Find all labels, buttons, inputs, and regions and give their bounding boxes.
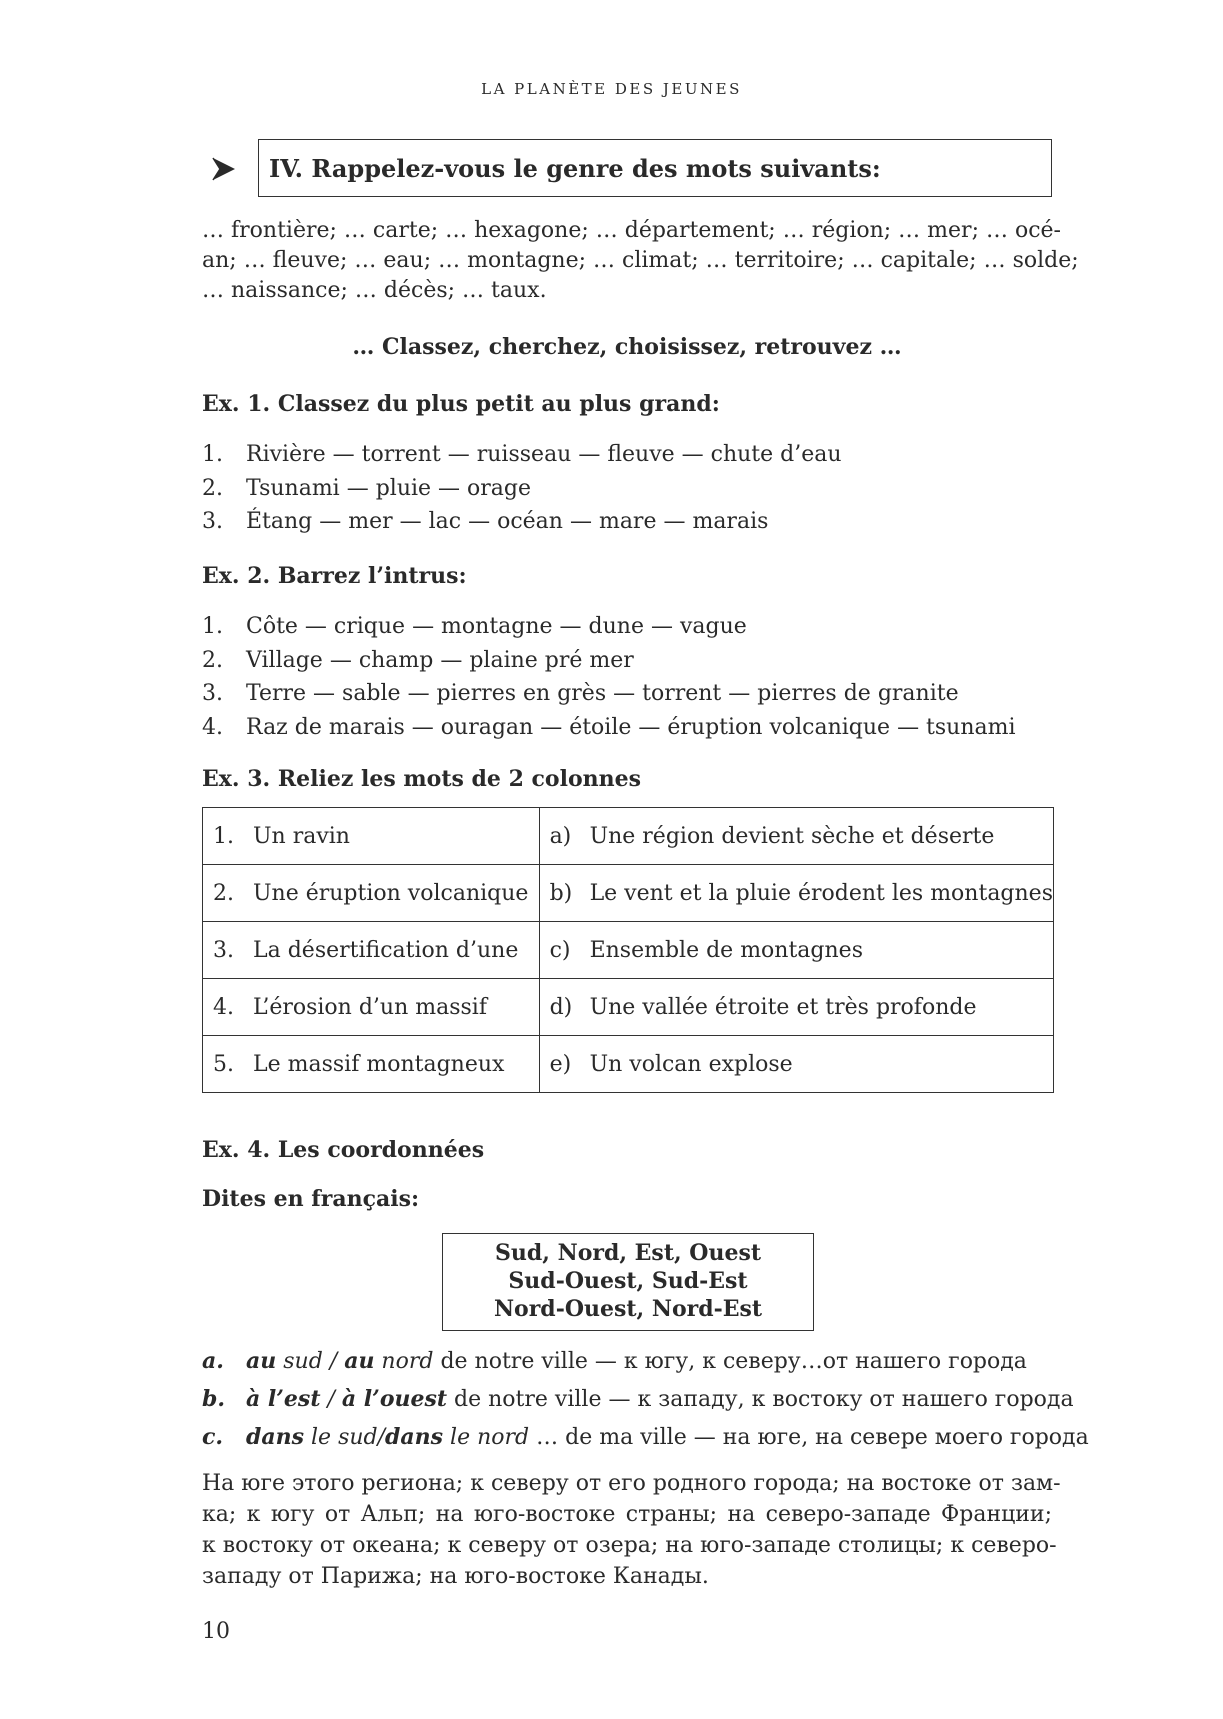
left-cell xyxy=(203,865,540,922)
phrase-bold-part: à l’est xyxy=(246,1386,321,1412)
gender-words-paragraph xyxy=(202,216,1079,306)
page-number: 10 xyxy=(202,1619,230,1644)
left-cell xyxy=(203,979,540,1036)
right-cell xyxy=(539,865,1053,922)
item-text: Terre — sable — pierres en grès — torrent — pierres de granite xyxy=(246,681,959,706)
item-text: Village — champ — plaine pré mer xyxy=(246,647,634,673)
list-item xyxy=(202,505,842,539)
left-text: Le massif montagneux xyxy=(253,1051,505,1077)
left-cell xyxy=(203,1036,540,1093)
phrase-c xyxy=(202,1424,1089,1450)
right-text: Le vent et la pluie érodent les montagnes xyxy=(589,880,1053,906)
left-cell xyxy=(203,922,540,979)
arrowhead-bullet-icon xyxy=(212,156,236,182)
phrase-bold-part: au xyxy=(246,1348,277,1374)
phrase-marker: a. xyxy=(202,1348,224,1374)
phrase-rest: … de ma ville — на юге, на севере моего города xyxy=(529,1425,1089,1450)
left-number: 4. xyxy=(213,994,234,1020)
left-number: 3. xyxy=(213,937,234,963)
exercise-4-title: Ex. 4. Les coordonnées xyxy=(202,1137,485,1163)
paragraph-line: западу от Парижа; на юго-востоке Канады. xyxy=(202,1564,709,1589)
exercise-3-title: Ex. 3. Reliez les mots de 2 colonnes xyxy=(202,766,642,792)
item-text: Côte — crique — montagne — dune — vague xyxy=(246,614,747,639)
directions-line: Sud, Nord, Est, Ouest xyxy=(495,1240,761,1266)
matching-table xyxy=(202,807,1054,1093)
item-text: Rivière — torrent — ruisseau — fleuve — chute d’eau xyxy=(246,442,842,467)
right-letter: b) xyxy=(549,880,573,906)
item-number: 1. xyxy=(202,614,223,639)
item-text: Étang — mer — lac — océan — mare — marais xyxy=(246,509,769,534)
phrase-bold-part: au xyxy=(344,1348,375,1374)
table-row xyxy=(203,922,1054,979)
left-number: 1. xyxy=(213,823,234,849)
phrase-italic-part: / xyxy=(320,1387,342,1412)
list-item xyxy=(202,472,842,506)
task-4-title-box xyxy=(258,139,1052,197)
right-letter: e) xyxy=(549,1051,572,1077)
exercise-4-subtitle: Dites en français: xyxy=(202,1186,420,1212)
item-number: 2. xyxy=(202,475,223,501)
paragraph-line: к востоку от океана; к северу от озера; на юго-западе столицы; к северо- xyxy=(202,1533,1057,1558)
directions-line: Sud-Ouest, Sud-Est xyxy=(508,1268,748,1294)
item-number: 3. xyxy=(202,509,223,534)
right-text: Une vallée étroite et très profonde xyxy=(589,994,977,1020)
exercise-1-list xyxy=(202,438,842,539)
left-number: 5. xyxy=(213,1051,234,1077)
table-row xyxy=(203,979,1054,1036)
item-text: Raz de marais — ouragan — étoile — éruption volcanique — tsunami xyxy=(246,714,1016,740)
left-text: Une éruption volcanique xyxy=(253,880,529,906)
section-heading: … Classez, cherchez, choisissez, retrouvez … xyxy=(352,334,902,360)
russian-exercise-paragraph xyxy=(202,1468,1061,1592)
list-item xyxy=(202,644,1016,678)
phrase-b xyxy=(202,1386,1074,1412)
right-text: Un volcan explose xyxy=(589,1051,793,1077)
right-cell xyxy=(539,808,1053,865)
right-cell xyxy=(539,979,1053,1036)
right-letter: a) xyxy=(549,823,572,849)
phrase-italic-part: le nord xyxy=(443,1425,530,1450)
right-letter: d) xyxy=(549,994,573,1020)
phrase-rest: de notre ville — к югу, к северу…от нашего города xyxy=(433,1349,1027,1374)
running-head: LA PLANÈTE DES JEUNES xyxy=(481,80,742,98)
right-text: Ensemble de montagnes xyxy=(589,937,863,963)
item-number: 3. xyxy=(202,681,223,706)
phrase-marker: b. xyxy=(202,1386,226,1412)
left-text: La désertification d’une xyxy=(253,937,519,963)
paragraph-line: an; … fleuve; … eau; … montagne; … climat; … territoire; … capitale; … solde; xyxy=(202,248,1079,273)
left-text: L’érosion d’un massif xyxy=(253,994,487,1020)
phrase-italic-part: nord xyxy=(374,1349,434,1374)
phrase-marker: c. xyxy=(202,1424,224,1450)
directions-box xyxy=(442,1233,814,1331)
list-item xyxy=(202,438,842,472)
exercise-1-title: Ex. 1. Classez du plus petit au plus grand: xyxy=(202,391,720,417)
left-text: Un ravin xyxy=(253,823,350,849)
item-number: 2. xyxy=(202,647,223,673)
list-item xyxy=(202,610,1016,644)
list-item xyxy=(202,711,1016,745)
phrase-rest: de notre ville — к западу, к востоку от нашего города xyxy=(447,1387,1074,1412)
list-item xyxy=(202,677,1016,711)
left-number: 2. xyxy=(213,880,234,906)
right-cell xyxy=(539,922,1053,979)
paragraph-line: … frontière; … carte; … hexagone; … département; … région; … mer; … océ- xyxy=(202,218,1061,243)
directions-line: Nord-Ouest, Nord-Est xyxy=(493,1296,763,1322)
right-letter: c) xyxy=(549,937,571,963)
exercise-2-list xyxy=(202,610,1016,744)
right-text: Une région devient sèche et déserte xyxy=(589,823,995,849)
paragraph-line: На юге этого региона; к северу от его родного города; на востоке от зам- xyxy=(202,1471,1061,1496)
paragraph-line: … naissance; … décès; … taux. xyxy=(202,278,547,303)
phrase-bold-part: dans xyxy=(246,1424,305,1450)
phrase-italic-part: sud / xyxy=(276,1349,345,1374)
item-text: Tsunami — pluie — orage xyxy=(246,475,532,501)
phrase-a xyxy=(202,1348,1027,1374)
phrase-bold-part: à l’ouest xyxy=(341,1386,448,1412)
left-cell xyxy=(203,808,540,865)
item-number: 1. xyxy=(202,442,223,467)
task-4-title: IV. Rappelez-vous le genre des mots suivants: xyxy=(269,154,881,183)
right-cell xyxy=(539,1036,1053,1093)
phrase-italic-part: le sud/ xyxy=(304,1425,386,1450)
table-row xyxy=(203,1036,1054,1093)
paragraph-line: ка; к югу от Альп; на юго-востоке страны; на северо-западе Франции; xyxy=(202,1502,1052,1527)
phrase-bold-part: dans xyxy=(385,1424,444,1450)
table-row xyxy=(203,865,1054,922)
table-row xyxy=(203,808,1054,865)
item-number: 4. xyxy=(202,714,223,740)
exercise-2-title: Ex. 2. Barrez l’intrus: xyxy=(202,563,467,589)
